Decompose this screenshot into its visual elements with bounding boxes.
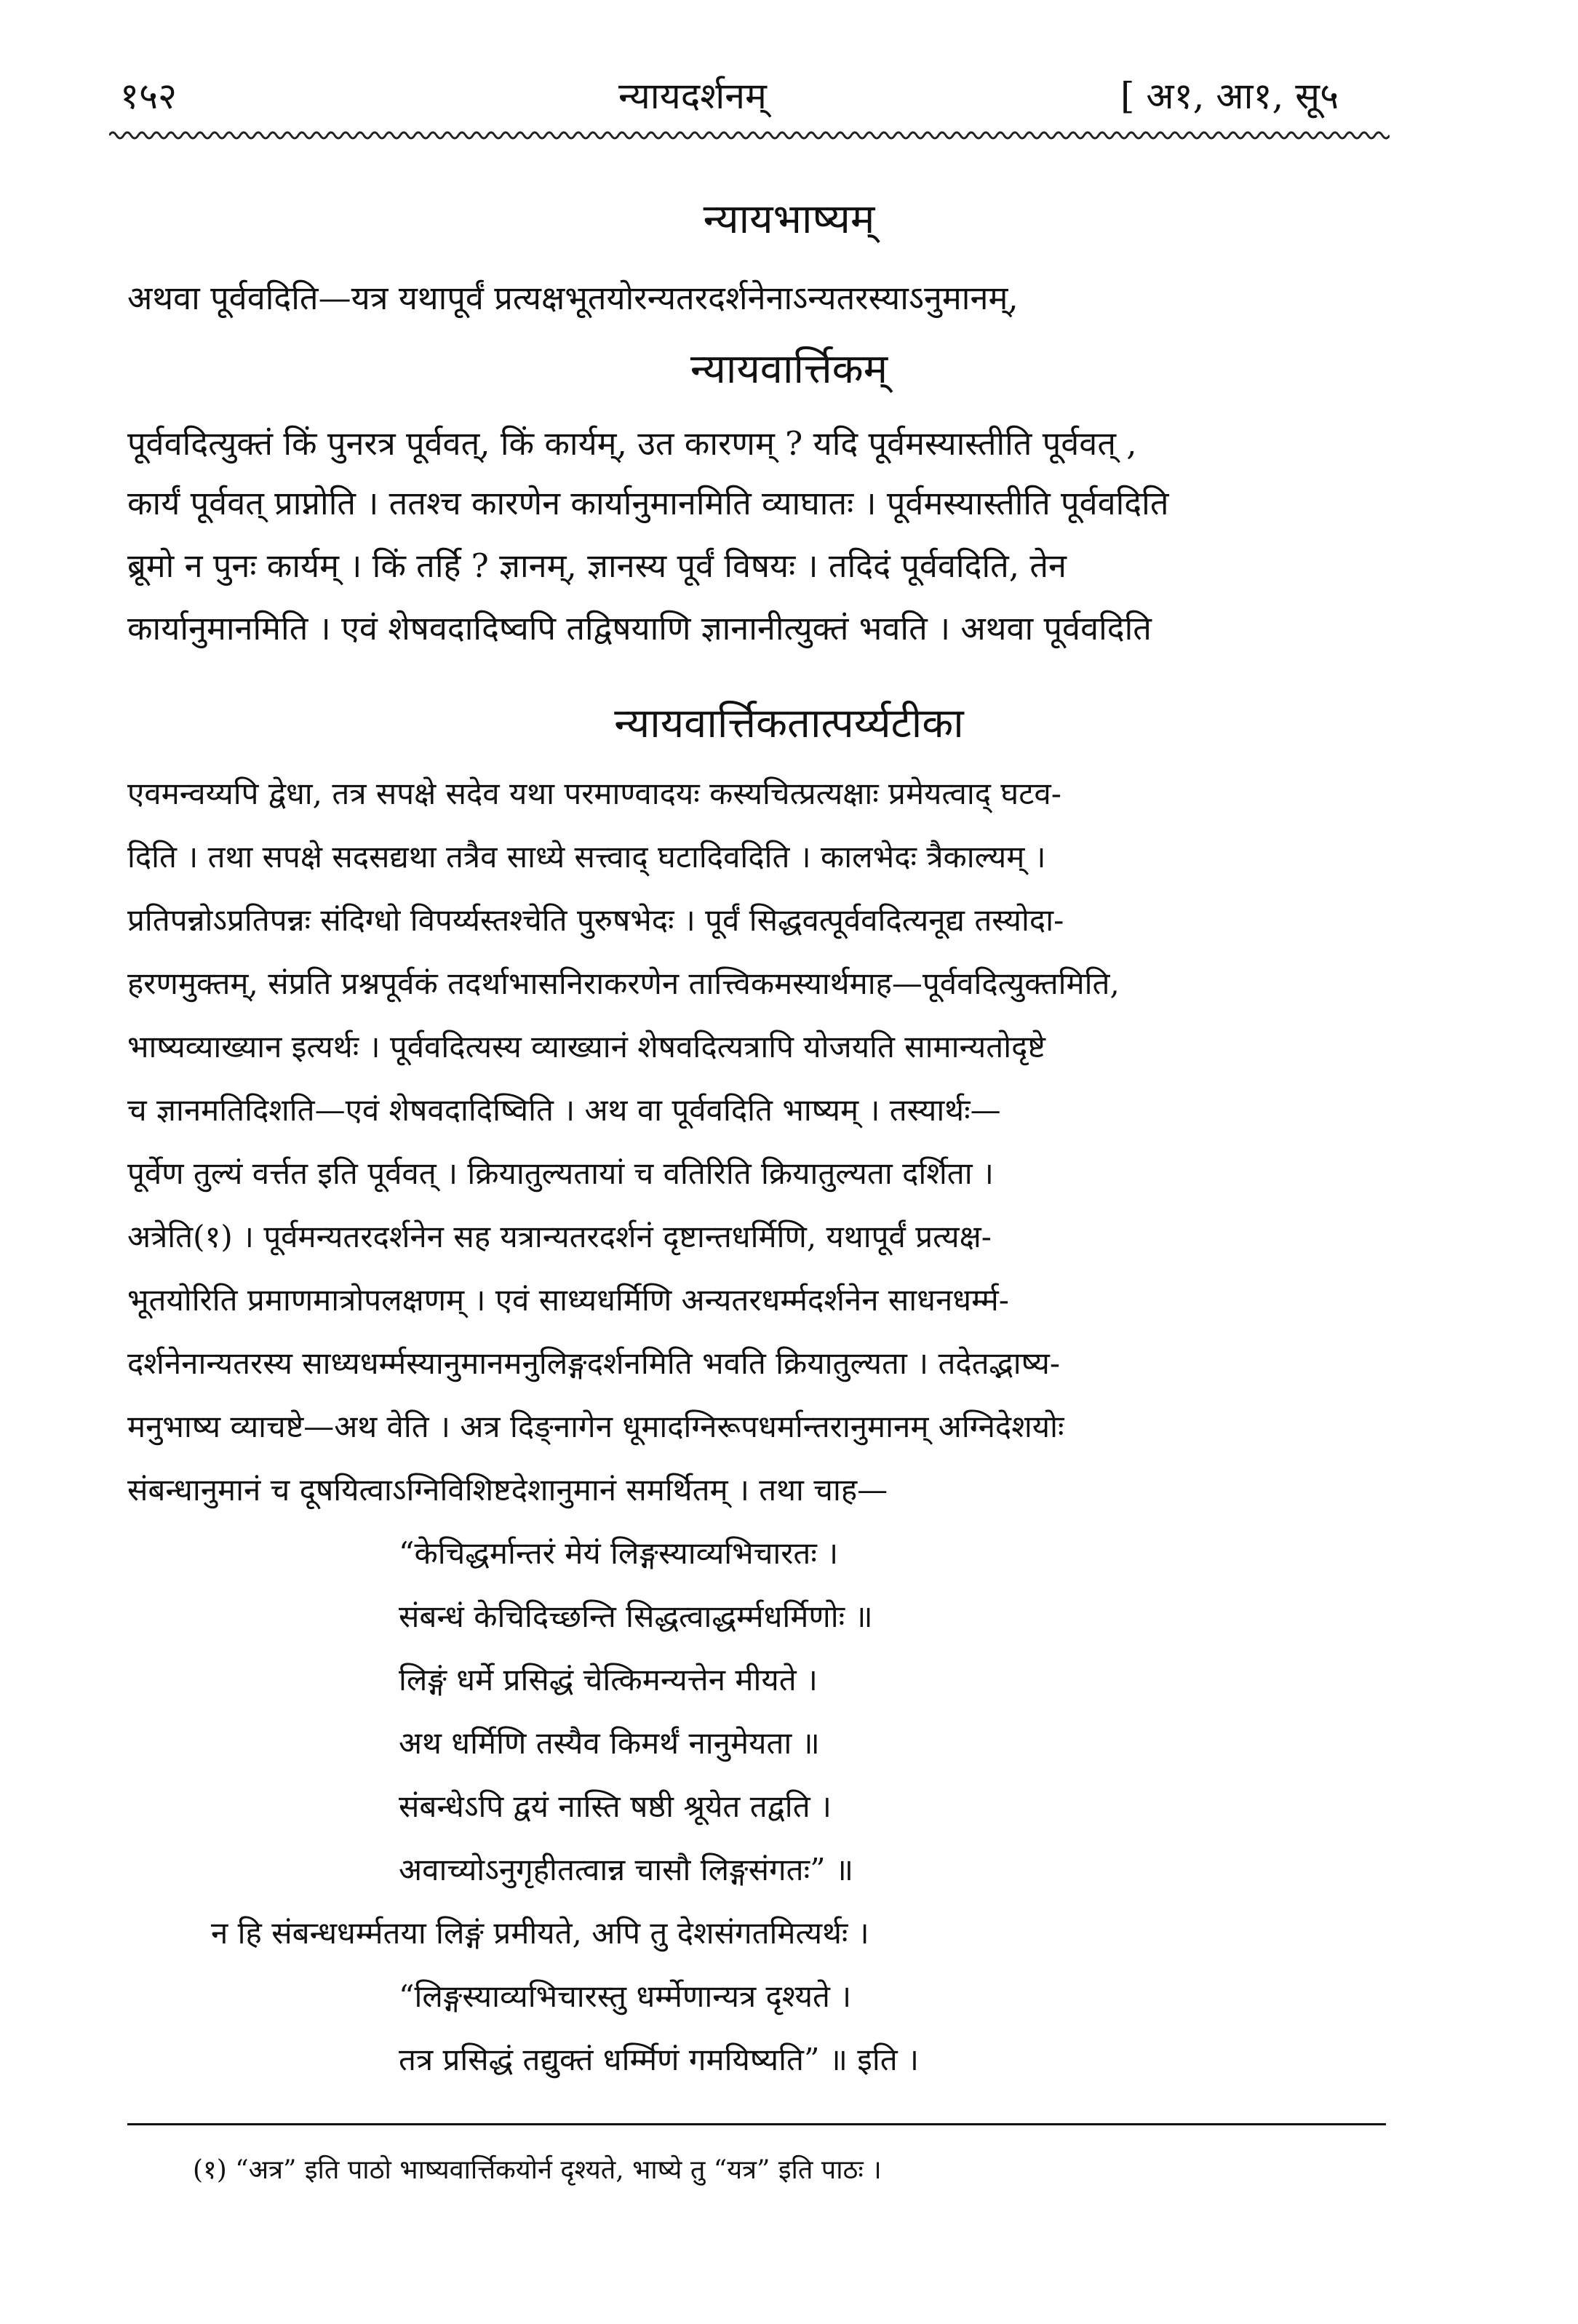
verse-line: अथ धर्मिणि तस्यैव किमर्थं नानुमेयता ॥ bbox=[399, 1725, 820, 1761]
tika-line: दर्शनेनान्यतरस्य साध्यधर्म्मस्यानुमानमनुलिङ्गदर्शनमिति भवति क्रियातुल्यता । तदेतद्भाष्य- bbox=[127, 1345, 1061, 1381]
verse-line: अवाच्योऽनुगृहीतत्वान्न चासौ लिङ्गसंगतः” ॥ bbox=[399, 1852, 854, 1887]
footnote-rule bbox=[127, 2123, 1386, 2125]
tika-line: हरणमुक्तम्, संप्रति प्रश्नपूर्वकं तदर्थाभासनिराकरणेन तात्त्विकमस्यार्थमाह—पूर्ववदित्युक्तमिति, bbox=[127, 966, 1120, 1001]
varttika-line: ब्रूमो न पुनः कार्यम् । किं तर्हि ? ज्ञानम्, ज्ञानस्य पूर्वं विषयः । तदिदं पूर्ववदिति, तेन bbox=[127, 546, 1067, 585]
verse-line: लिङ्गं धर्मे प्रसिद्धं चेत्किमन्यत्तेन मीयते । bbox=[399, 1662, 818, 1698]
page-number: १५२ bbox=[120, 75, 177, 117]
verse-line: तत्र प्रसिद्धं तद्युक्तं धर्म्मिणं गमयिष्यति” ॥ इति । bbox=[399, 2042, 919, 2077]
tika-heading: न्यायवार्त्तिकतात्पर्य्यटीका bbox=[614, 700, 964, 747]
tika-line: अत्रेति(१) । पूर्वमन्यतरदर्शनेन सह यत्रान्यतरदर्शनं दृष्टान्तधर्मिणि, यथापूर्वं प्रत्यक्ष- bbox=[127, 1219, 992, 1254]
verse-line: “केचिद्धर्मान्तरं मेयं लिङ्गस्याव्यभिचारतः । bbox=[399, 1535, 839, 1571]
tika-line: संबन्धानुमानं च दूषयित्वाऽग्निविशिष्टदेशानुमानं समर्थितम् । तथा चाह— bbox=[127, 1472, 888, 1508]
tika-line: भाष्यव्याख्यान इत्यर्थः । पूर्ववदित्यस्य व्याख्यानं शेषवदित्यत्रापि योजयति सामान्यतोदृष्टे bbox=[127, 1029, 1045, 1064]
footnote: (१) “अत्र” इति पाठो भाष्यवार्त्तिकयोर्न दृश्यते, भाष्ये तु “यत्र” इति पाठः । bbox=[193, 2155, 882, 2185]
varttika-heading: न्यायवार्त्तिकम् bbox=[690, 346, 888, 393]
verse-line: “लिङ्गस्याव्यभिचारस्तु धर्म्मेणान्यत्र दृश्यते । bbox=[399, 1978, 852, 2014]
tika-line: भूतयोरिति प्रमाणमात्रोपलक्षणम् । एवं साध्यधर्मिणि अन्यतरधर्म्मदर्शनेन साधनधर्म्म- bbox=[127, 1282, 1009, 1318]
tika-line: पूर्वेण तुल्यं वर्त्तत इति पूर्ववत् । क्रियातुल्यतायां च वतिरिति क्रियातुल्यता दर्शिता । bbox=[127, 1155, 994, 1191]
tika-line: दिति । तथा सपक्षे सदसद्यथा तत्रैव साध्ये सत्त्वाद् घटादिवदिति । कालभेदः त्रैकाल्यम् । bbox=[127, 839, 1046, 875]
verse-line: संबन्धेऽपि द्वयं नास्ति षष्ठी श्रूयेत तद्वति । bbox=[399, 1788, 832, 1824]
tika-line: एवमन्वय्यपि द्वेधा, तत्र सपक्षे सदेव यथा परमाण्वादयः कस्यचित्प्रत्यक्षाः प्रमेयत्वाद् घटव- bbox=[127, 776, 1061, 811]
page-header bbox=[0, 67, 1578, 125]
verse-line: संबन्धं केचिदिच्छन्ति सिद्धत्वाद्धर्म्मधर्मिणोः ॥ bbox=[399, 1599, 873, 1634]
tika-line: च ज्ञानमतिदिशति—एवं शेषवदादिष्विति । अथ वा पूर्ववदिति भाष्यम् । तस्यार्थः— bbox=[127, 1092, 1001, 1128]
varttika-line: कार्यानुमानमिति । एवं शेषवदादिष्वपि तद्विषयाणि ज्ञानानीत्युक्तं भवति । अथवा पूर्ववदिति bbox=[127, 609, 1152, 648]
prose-line: न हि संबन्धधर्म्मतया लिङ्गं प्रमीयते, अपि तु देशसंगतमित्यर्थः । bbox=[211, 1915, 869, 1951]
section-reference: [ अ१, आ१, सू५ bbox=[1120, 75, 1339, 117]
bhashya-heading: न्यायभाष्यम् bbox=[703, 196, 875, 243]
tika-line: मनुभाष्य व्याचष्टे—अथ वेति । अत्र दिङ्नागेन धूमादग्निरूपधर्मान्तरानुमानम् अग्निदेशयोः bbox=[127, 1409, 1064, 1444]
bhashya-line: अथवा पूर्ववदिति—यत्र यथापूर्वं प्रत्यक्षभूतयोरन्यतरदर्शनेनाऽन्यतरस्याऽनुमानम्, bbox=[127, 279, 1019, 317]
tika-line: प्रतिपन्नोऽप्रतिपन्नः संदिग्धो विपर्य्यस्तश्चेति पुरुषभेदः । पूर्वं सिद्धवत्पूर्ववदित्यनूद्य तस्योदा- bbox=[127, 902, 1064, 938]
header-wavy-rule bbox=[109, 127, 1390, 144]
varttika-line: कार्यं पूर्ववत् प्राप्नोति । ततश्च कारणेन कार्यानुमानमिति व्याघातः । पूर्वमस्यास्तीति पूर्ववदिति bbox=[127, 484, 1169, 522]
running-title: न्यायदर्शनम् bbox=[618, 75, 767, 117]
varttika-line: पूर्ववदित्युक्तं किं पुनरत्र पूर्ववत्, किं कार्यम्, उत कारणम् ? यदि पूर्वमस्यास्तीति पूर्ववत् , bbox=[127, 424, 1137, 463]
